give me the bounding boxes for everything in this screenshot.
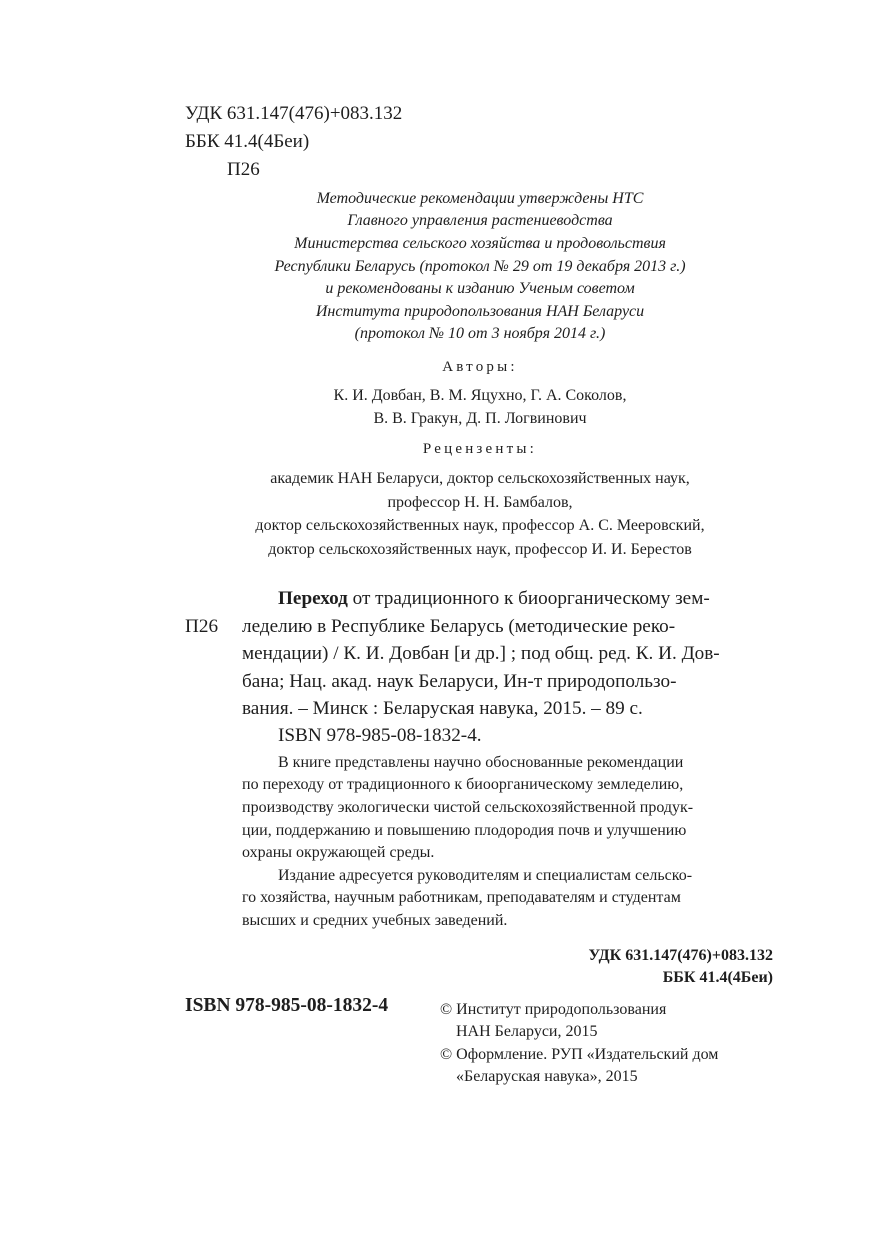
authors-line: К. И. Довбан, В. М. Яцухно, Г. А. Соколов,: [333, 387, 627, 404]
author-mark: П26: [227, 159, 260, 180]
reviewers-line: доктор сельскохозяйственных наук, профессор И. И. Берестов: [268, 541, 692, 558]
approval-line: Главного управления растениеводства: [347, 212, 613, 229]
approval-line: и рекомендованы к изданию Ученым советом: [325, 280, 635, 297]
footer-bbk: ББК 41.4(4Беи): [662, 969, 773, 986]
reviewers-heading: Рецензенты:: [422, 441, 538, 457]
annotation-line: производству экологически чистой сельскохозяйственной продук-: [242, 799, 694, 816]
isbn-number: ISBN 978-985-08-1832-4: [185, 995, 389, 1016]
bibliographic-isbn: ISBN 978-985-08-1832-4.: [278, 725, 482, 746]
bibliographic-line: леделию в Республике Беларусь (методические реко-: [242, 616, 676, 637]
authors-line: В. В. Гракун, Д. П. Логвинович: [373, 410, 587, 427]
bbk-code: ББК 41.4(4Беи): [185, 131, 310, 152]
copyright-line: «Беларуская навука», 2015: [456, 1068, 638, 1085]
reviewers-line: профессор Н. Н. Бамбалов,: [387, 494, 573, 511]
reviewers-line: академик НАН Беларуси, доктор сельскохозяйственных наук,: [270, 470, 690, 487]
approval-line: (протокол № 10 от 3 ноября 2014 г.): [354, 325, 606, 342]
approval-line: Министерства сельского хозяйства и продовольствия: [294, 235, 666, 252]
bibliographic-mark: П26: [185, 616, 219, 637]
copyright-line: © Институт природопользования: [440, 1001, 667, 1018]
bibliographic-title-word: Переход: [278, 588, 348, 609]
bibliographic-line: бана; Нац. акад. наук Беларуси, Ин-т природопользо-: [242, 671, 677, 692]
annotation-line: В книге представлены научно обоснованные рекомендации: [278, 754, 684, 771]
authors-heading: Авторы:: [442, 359, 518, 375]
copyright-line: © Оформление. РУП «Издательский дом: [440, 1046, 719, 1063]
footer-udk: УДК 631.147(476)+083.132: [588, 947, 773, 964]
bibliographic-line: вания. – Минск : Беларуская навука, 2015. – 89 с.: [242, 698, 643, 719]
approval-line: Методические рекомендации утверждены НТС: [316, 190, 644, 207]
udk-code: УДК 631.147(476)+083.132: [185, 103, 403, 124]
bibliographic-line: мендации) / К. И. Довбан [и др.] ; под общ. ред. К. И. Дов-: [242, 643, 720, 664]
annotation-line: Издание адресуется руководителям и специалистам сельско-: [278, 867, 693, 884]
bibliographic-line: [278, 585, 710, 613]
approval-line: Республики Беларусь (протокол № 29 от 19 декабря 2013 г.): [274, 258, 686, 275]
annotation-line: охраны окружающей среды.: [242, 844, 435, 861]
annotation-line: по переходу от традиционного к биоорганическому земледелию,: [242, 776, 684, 793]
reviewers-line: доктор сельскохозяйственных наук, профессор А. С. Мееровский,: [255, 517, 705, 534]
approval-line: Института природопользования НАН Беларуси: [315, 303, 645, 320]
annotation-line: го хозяйства, научным работникам, преподавателям и студентам: [242, 889, 681, 906]
copyright-line: НАН Беларуси, 2015: [456, 1023, 598, 1040]
bibliographic-line-rest: от традиционного к биоорганическому зем-: [347, 588, 710, 609]
annotation-line: высших и средних учебных заведений.: [242, 912, 508, 929]
annotation-line: ции, поддержанию и повышению плодородия почв и улучшению: [242, 822, 687, 839]
